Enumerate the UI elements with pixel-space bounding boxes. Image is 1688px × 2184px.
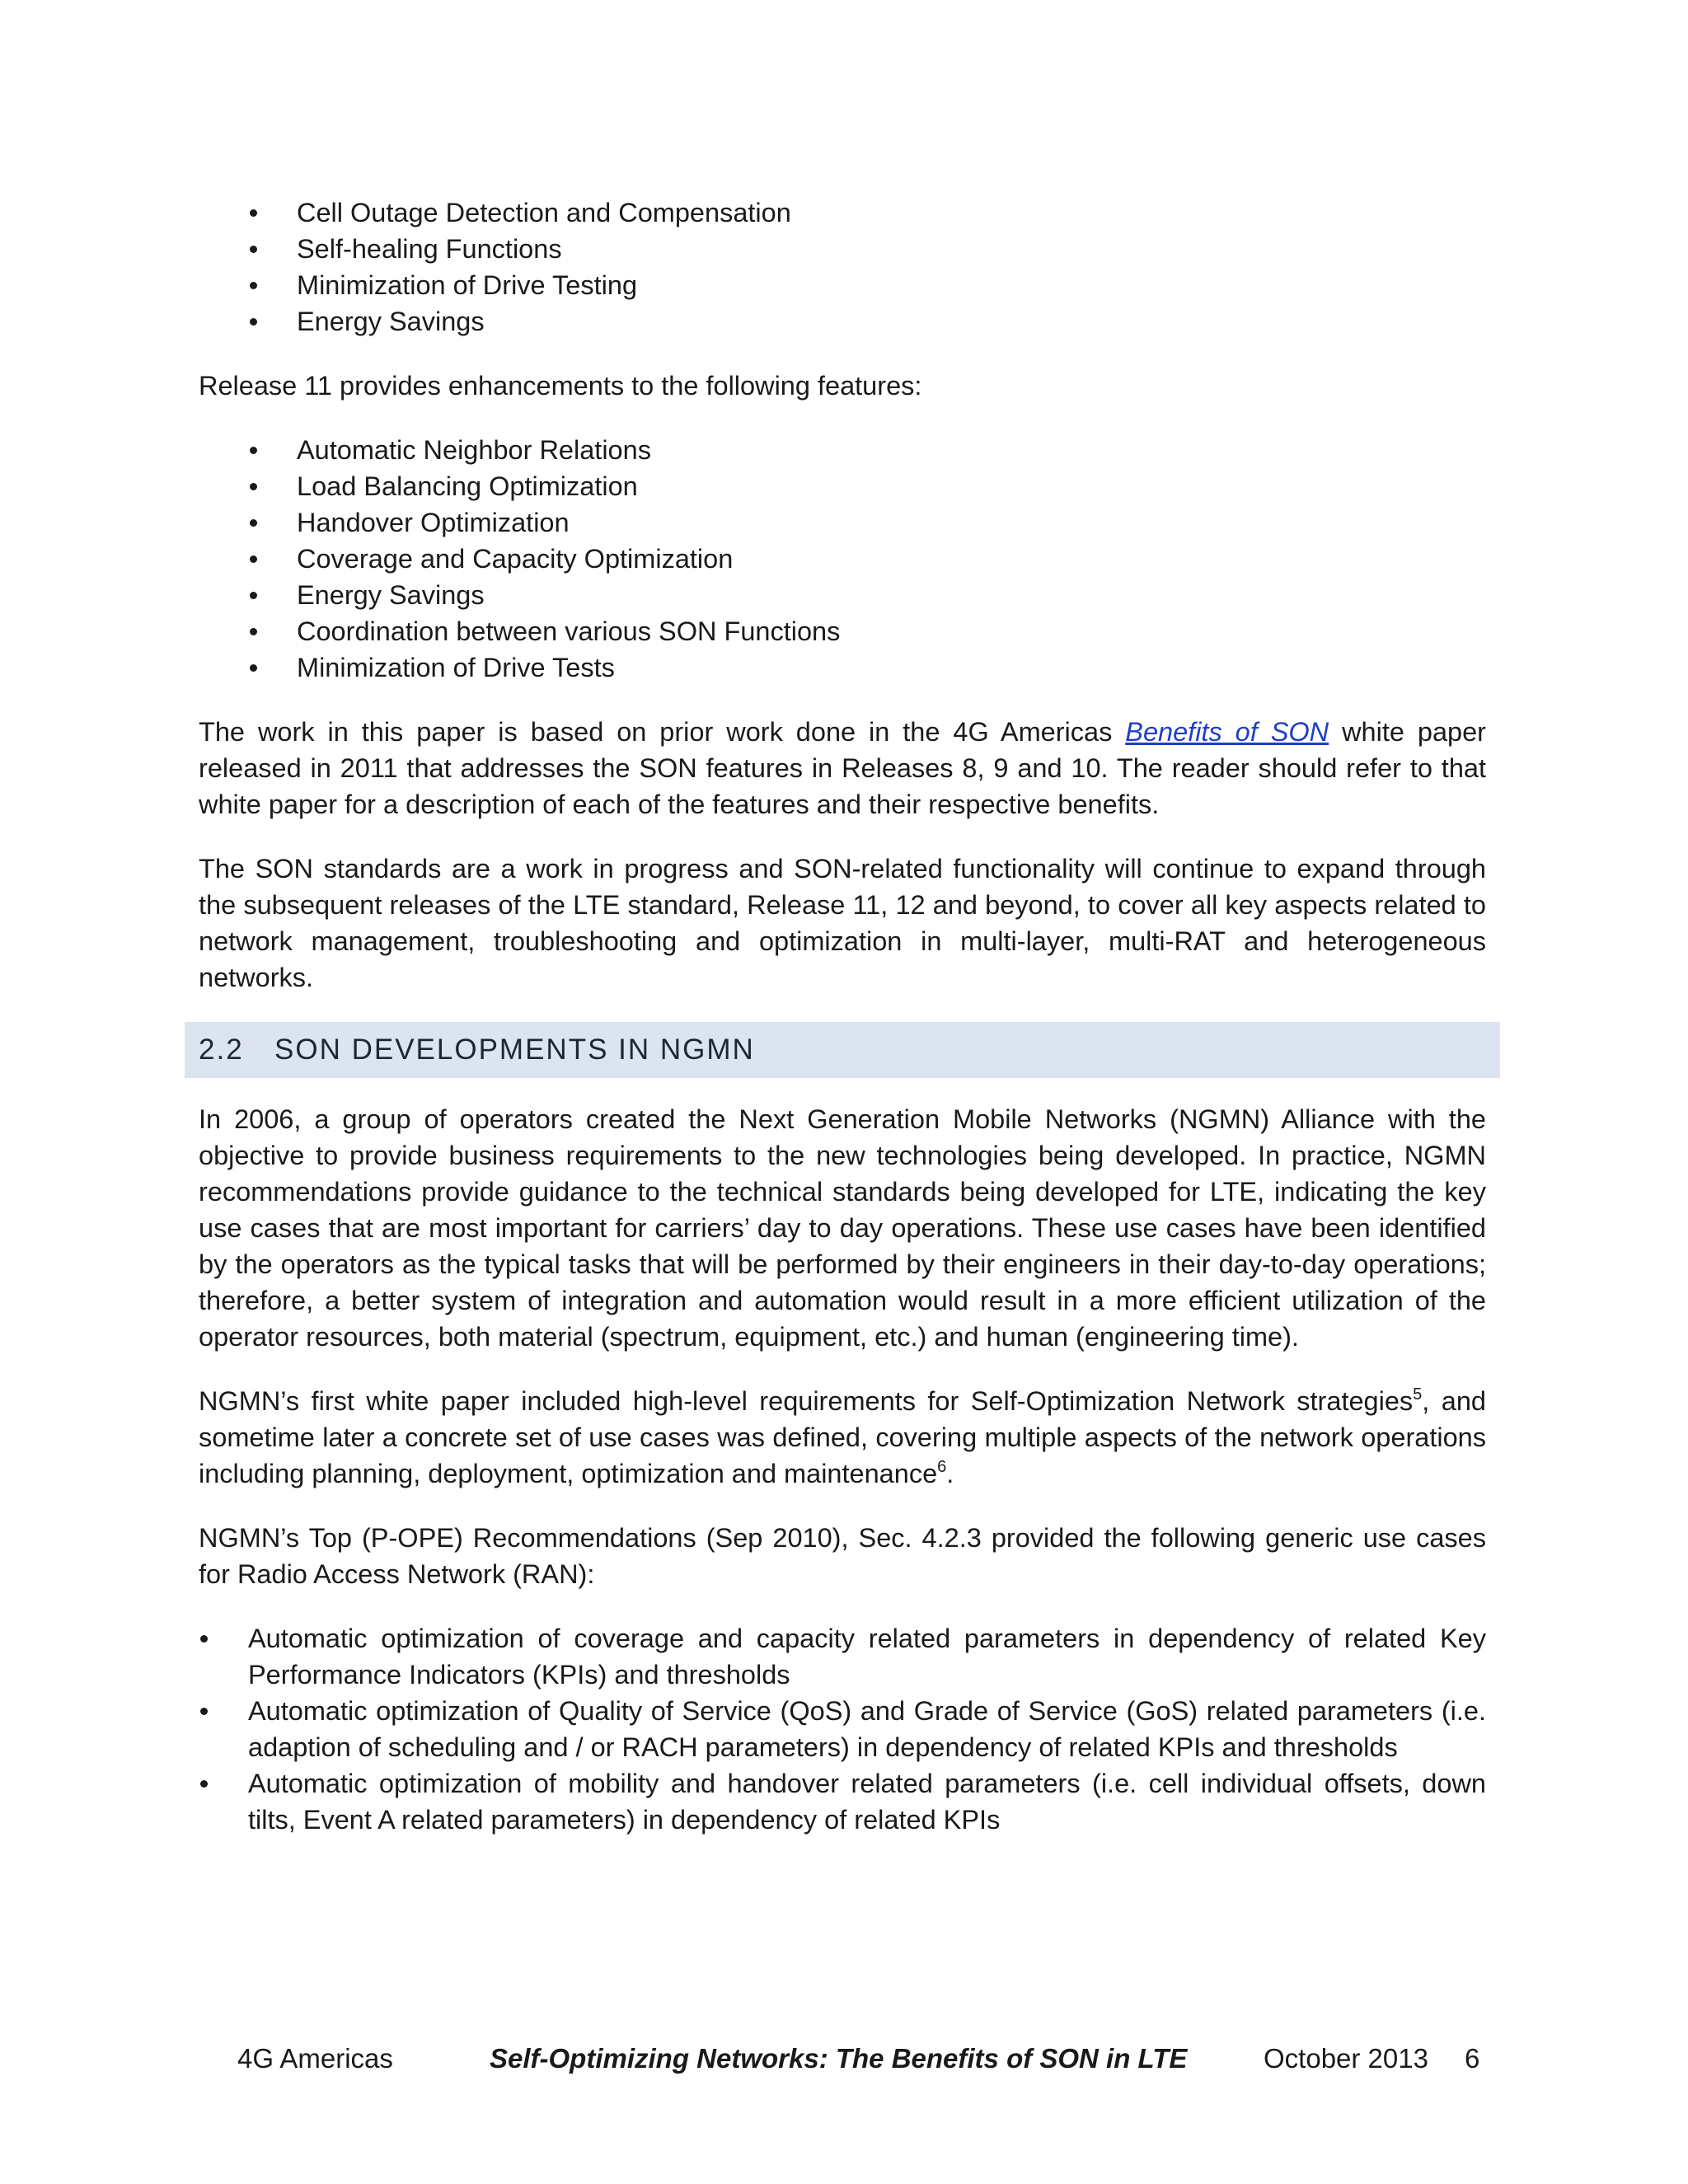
bullet-icon [250,519,257,527]
bullet-icon [250,628,257,635]
feature-list-release11 [199,432,1486,686]
bullet-icon [250,246,257,253]
bullet-icon [200,1708,208,1715]
bullet-icon [250,483,257,490]
list-item: Self-healing Functions [199,231,1486,267]
footnote-ref-5[interactable]: 5 [1413,1385,1423,1404]
bullet-icon [200,1780,208,1788]
bullet-icon [250,318,257,326]
paragraph-top-pope: NGMN’s Top (P-OPE) Recommendations (Sep 2010), Sec. 4.2.3 provided the following generic use cases for Radio Access Network (RAN): [199,1523,1486,1589]
list-item: Automatic optimization of mobility and handover related parameters (i.e. cell individual offsets, down tilts, Event A related parameters) in dependency of related KPIs [199,1765,1486,1838]
paragraph-ngmn-2006: In 2006, a group of operators created the Next Generation Mobile Networks (NGMN) Alliance with the objective to provide business requirements to the new technologies being developed. In practice, NGMN recommendations provide guidance to the technical standards being developed for LTE, indicating the key use cases that are most important for carriers’ day to day operations. These use cases have been identified by the operators as the typical tasks that will be performed by their engineers in their day-to-day operations; therefore, a better system of integration and automation would result in a more efficient utilization of the operator resources, both material (spectrum, equipment, etc.) and human (engineering time). [199,1104,1486,1352]
list-item: Coordination between various SON Functions [199,613,1486,649]
bullet-icon [250,555,257,563]
footer-document-title: Self-Optimizing Networks: The Benefits of SON in LTE [490,2043,1188,2074]
list-item: Load Balancing Optimization [199,468,1486,504]
list-item: Handover Optimization [199,504,1486,541]
page-number: 6 [1465,2043,1480,2074]
feature-list-top [199,194,1486,340]
list-item: Energy Savings [199,577,1486,613]
section-title: SON DEVELOPMENTS IN NGMN [274,1033,755,1066]
paragraph-ngmn-first-paper: NGMN’s first white paper included high-level requirements for Self-Optimization Network strategies$^5$, and sometime later a concrete set of use cases was defined, covering multiple aspects of the network operations including planning, deployment, optimization and maintenance$^6$. [199,1385,1486,1488]
footnote-ref-6[interactable]: 6 [937,1458,947,1476]
page-footer [0,2041,1688,2077]
list-item: Coverage and Capacity Optimization [199,541,1486,577]
list-item: Automatic Neighbor Relations [199,432,1486,468]
bullet-icon [250,209,257,217]
page-content [199,194,1486,1838]
paragraph-release11: Release 11 provides enhancements to the following features: [199,371,922,401]
list-item: Energy Savings [199,303,1486,340]
bullet-icon [250,664,257,672]
paragraph-son-standards: The SON standards are a work in progress and SON-related functionality will continue to expand through the subsequent releases of the LTE standard, Release 11, 12 and beyond, to cover all key aspects related to network management, troubleshooting and optimization in multi-layer, multi-RAT and heterogeneous networks. [199,854,1486,992]
bullet-icon [200,1635,208,1643]
bullet-icon [250,592,257,599]
list-item: Cell Outage Detection and Compensation [199,194,1486,231]
footer-date: October 2013 [1264,2043,1428,2074]
section-heading [185,1022,1500,1078]
footer-organization: 4G Americas [237,2043,393,2074]
list-item: Automatic optimization of coverage and capacity related parameters in dependency of related Key Performance Indicators (KPIs) and thresholds [199,1620,1486,1693]
benefits-of-son-link[interactable]: Benefits of SON [1125,717,1329,747]
list-item: Minimization of Drive Testing [199,267,1486,303]
list-item: Automatic optimization of Quality of Service (QoS) and Grade of Service (GoS) related parameters (i.e. adaption of scheduling and / or RACH parameters) in dependency of related KPIs and thresholds [199,1693,1486,1765]
list-item: Minimization of Drive Tests [199,649,1486,686]
bullet-icon [250,447,257,454]
bullet-icon [250,282,257,289]
section-number: 2.2 [199,1033,244,1066]
paragraph-prior-work: The work in this paper is based on prior work done in the 4G Americas Benefits of SON white paper released in 2011 that addresses the SON features in Releases 8, 9 and 10. The reader should refer to that white paper for a description of each of the features and their respective benefits. [199,717,1486,819]
ran-use-case-list [199,1620,1486,1838]
